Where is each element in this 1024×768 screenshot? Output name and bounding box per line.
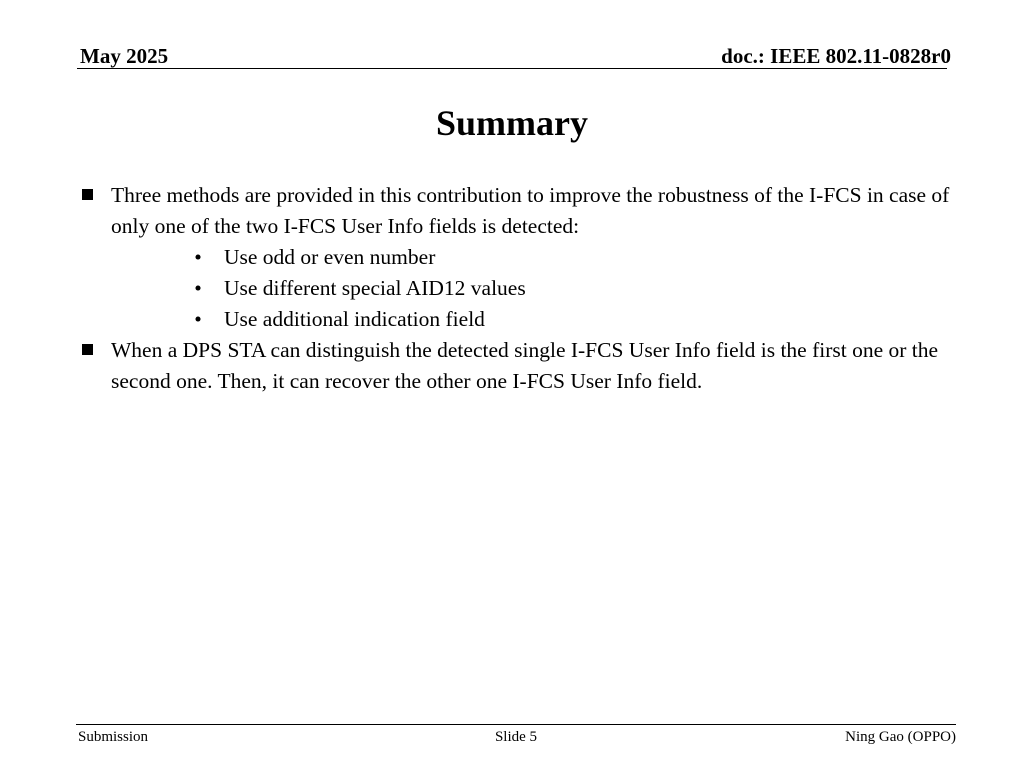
header-doc-id: doc.: IEEE 802.11-0828r0 [721,44,951,68]
header-divider [77,68,947,69]
sub-bullet-text: Use additional indication field [224,307,485,331]
slide-body [80,180,950,397]
slide-title: Summary [436,103,588,143]
footer-author: Ning Gao (OPPO) [845,729,956,745]
square-bullet-icon [82,189,93,200]
bullet-item [80,180,950,335]
sub-bullet-text: Use odd or even number [224,245,436,269]
sub-bullet-text: Use different special AID12 values [224,276,526,300]
sub-bullet-item [111,273,950,304]
dot-bullet-icon: • [194,245,202,269]
sub-bullet-item [111,242,950,273]
bullet-item [80,335,950,397]
sub-bullet-list [111,242,950,335]
dot-bullet-icon: • [194,276,202,300]
dot-bullet-icon: • [194,307,202,331]
footer-divider [76,724,956,725]
bullet-text: When a DPS STA can distinguish the detected single I-FCS User Info field is the first one or the second one. Then, it can recover the other one I-FCS User Info field. [111,338,939,393]
footer-submission: Submission [78,729,149,745]
header-date: May 2025 [80,44,169,68]
square-bullet-icon [82,344,93,355]
sub-bullet-item [111,304,950,335]
bullet-text: Three methods are provided in this contribution to improve the robustness of the I-FCS in case of only one of the two I-FCS User Info fields is detected: [111,183,950,238]
slide-number: Slide 5 [494,729,538,745]
